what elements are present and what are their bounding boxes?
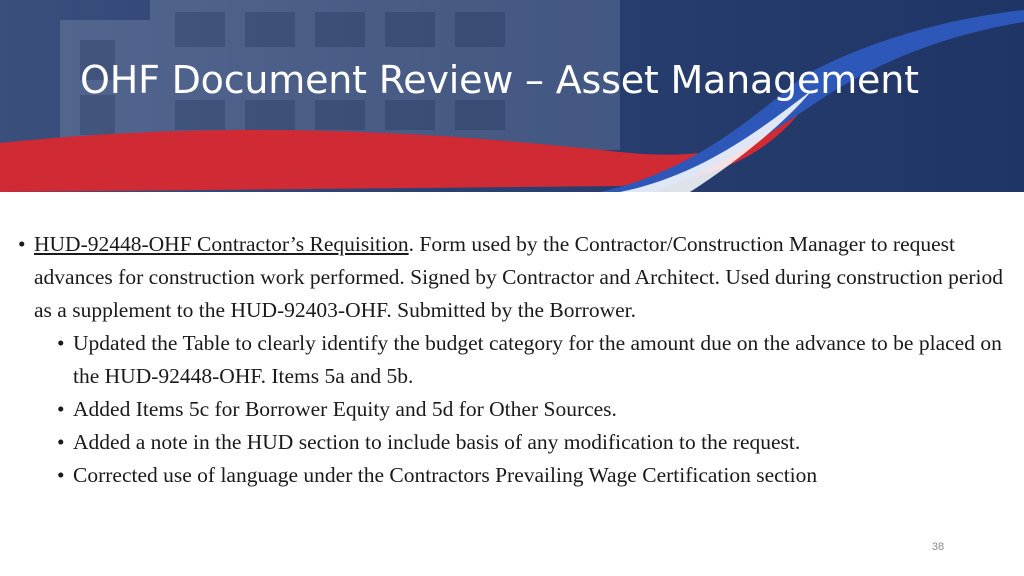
bullet-dot-icon: • bbox=[57, 397, 65, 421]
slide-body bbox=[18, 228, 1008, 492]
slide-header bbox=[0, 0, 1024, 192]
sub-bullet-item bbox=[18, 459, 1008, 492]
bullet-dot-icon: • bbox=[57, 430, 65, 454]
sub-bullet-item bbox=[18, 393, 1008, 426]
bullet-dot-icon: • bbox=[57, 331, 65, 355]
sub-bullet-text: Added Items 5c for Borrower Equity and 5d for Other Sources. bbox=[73, 397, 617, 421]
sub-bullet-item bbox=[18, 327, 1008, 393]
bullet-item-requisition bbox=[18, 228, 1008, 327]
document-description: . Form used by the Contractor/Construction Manager to request advances for construction work performed. Signed by Contractor and Architect. Used during construction period as a supplement to the HUD-92403-OHF. Submitted by the Borrower. bbox=[34, 232, 1004, 322]
page-number: 38 bbox=[931, 541, 945, 553]
sub-bullet-text: Corrected use of language under the Contractors Prevailing Wage Certification section bbox=[73, 463, 818, 487]
bullet-list bbox=[18, 228, 1008, 492]
bullet-dot-icon: • bbox=[57, 463, 65, 487]
sub-bullet-text: Added a note in the HUD section to include basis of any modification to the request. bbox=[73, 430, 801, 454]
document-title: HUD-92448-OHF Contractor’s Requisition bbox=[34, 232, 409, 256]
sub-bullet-text: Updated the Table to clearly identify the budget category for the amount due on the advance to be placed on the HUD-92448-OHF. Items 5a and 5b. bbox=[73, 331, 1002, 388]
slide-title: OHF Document Review – Asset Management bbox=[80, 58, 919, 102]
sub-bullet-item bbox=[18, 426, 1008, 459]
bullet-dot-icon: • bbox=[18, 232, 26, 256]
